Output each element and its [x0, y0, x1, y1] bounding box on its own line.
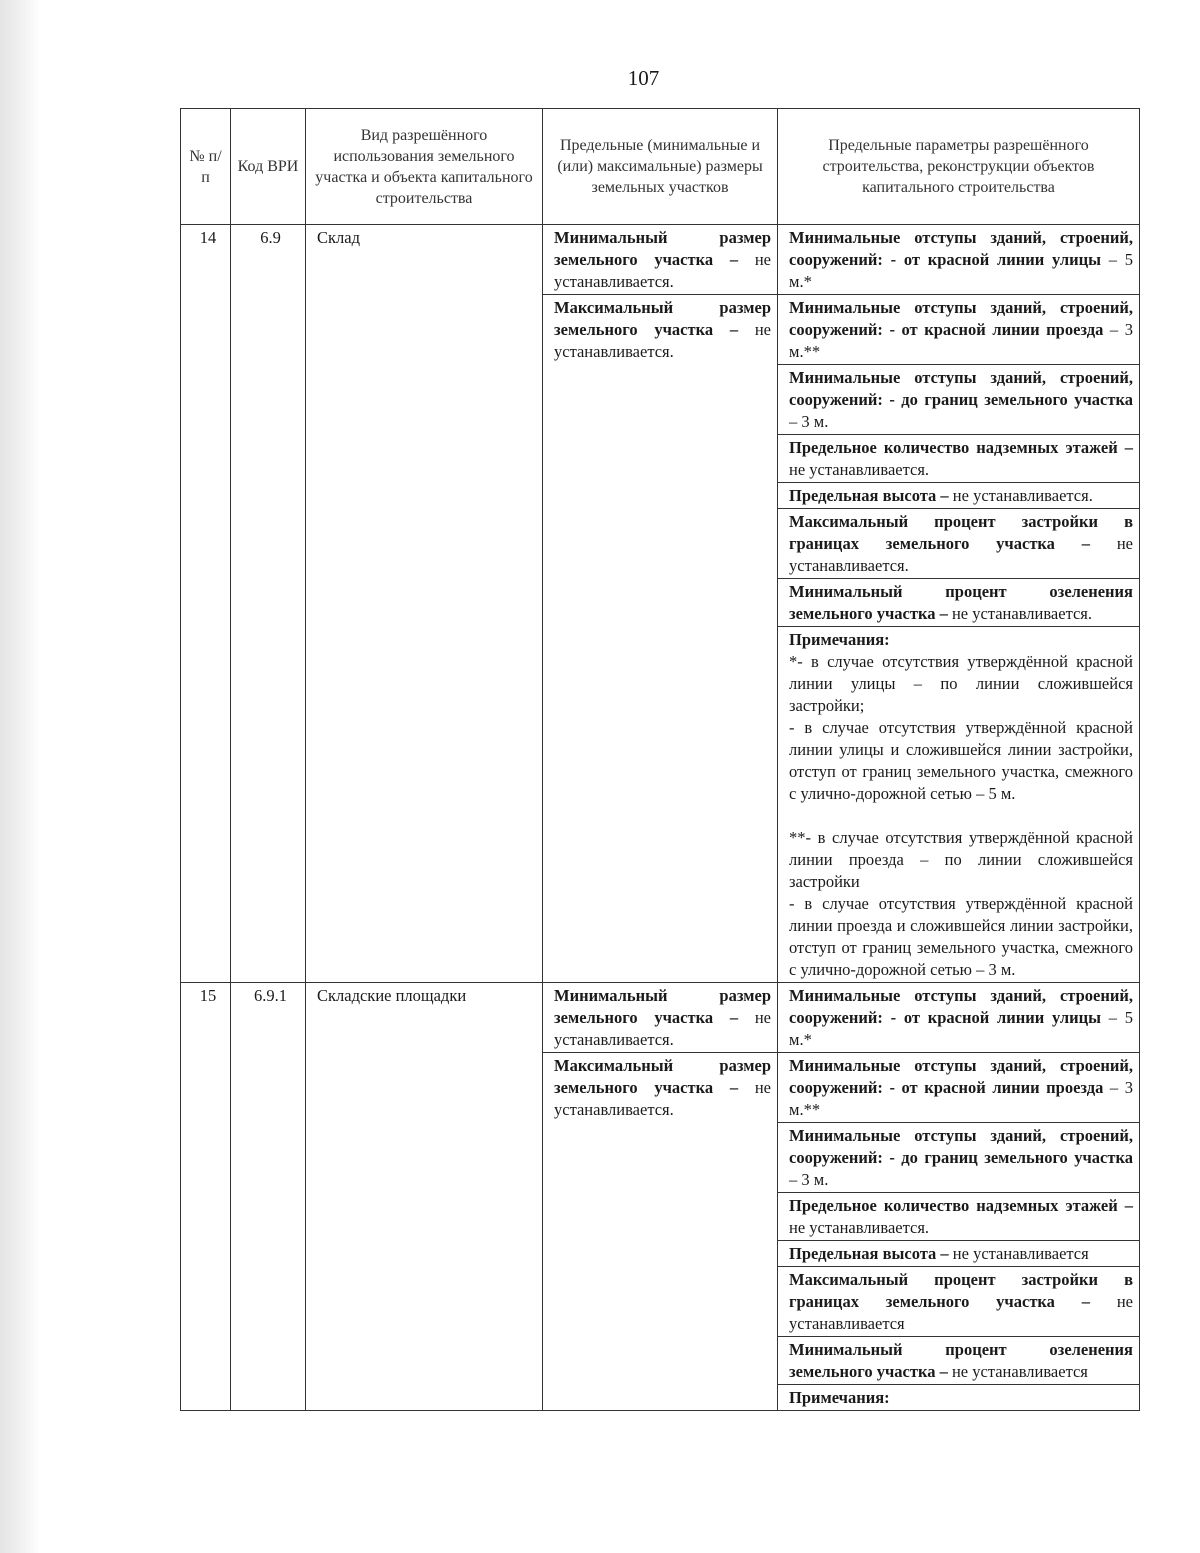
header-land: Предельные (минимальные и (или) максимальные) размеры земельных участков: [543, 109, 778, 225]
regulations-table: [180, 108, 1140, 1411]
table-row: [181, 225, 1140, 295]
param-cell: [778, 365, 1140, 435]
param-cell: [778, 1053, 1140, 1123]
param-cell: [778, 1267, 1140, 1337]
note-item: - в случае отсутствия утверждённой красной линии улицы и сложившейся линии застройки, отступ от границ земельного участка, смежного с улично-дорожной сетью – 5 м.: [789, 718, 1133, 803]
param-cell: [778, 1241, 1140, 1267]
row-number: 14: [181, 225, 231, 983]
land-max-label: Максимальный размер земельного участка –: [554, 298, 771, 339]
param-value: не устанавливается.: [789, 460, 930, 479]
header-use: Вид разрешённого использования земельного участка и объекта капитального строительства: [306, 109, 543, 225]
table-row: [181, 983, 1140, 1053]
param-cell: [778, 295, 1140, 365]
param-value: не устанавливается.: [948, 486, 1093, 505]
land-min-label: Минимальный размер земельного участка –: [554, 986, 771, 1027]
param-label: Предельное количество надземных этажей –: [789, 1196, 1133, 1215]
param-value: – 3 м.**: [789, 320, 1133, 361]
row-use: Склад: [306, 225, 543, 983]
land-min-label: Минимальный размер земельного участка –: [554, 228, 771, 269]
param-label: Максимальный процент застройки в границах земельного участка –: [789, 512, 1133, 553]
param-label: Минимальные отступы зданий, строений, сооружений: - от красной линии улицы: [789, 986, 1133, 1027]
scan-edge-shadow: [0, 0, 40, 1553]
row-code: 6.9: [231, 225, 306, 983]
param-value: – 3 м.**: [789, 1078, 1133, 1119]
param-value: не устанавливается: [947, 1362, 1088, 1381]
land-max-label: Максимальный размер земельного участка –: [554, 1056, 771, 1097]
param-cell: [778, 1337, 1140, 1385]
land-max-cell: [543, 1053, 778, 1411]
header-code: Код ВРИ: [231, 109, 306, 225]
param-label: Минимальные отступы зданий, строений, сооружений: - от красной линии проезда: [789, 1056, 1133, 1097]
param-value: не устанавливается.: [947, 604, 1093, 623]
land-min-value: не устанавливается.: [554, 250, 771, 291]
row-number: 15: [181, 983, 231, 1411]
page-number: 107: [627, 66, 660, 90]
param-cell: [778, 225, 1140, 295]
param-value: не устанавливается.: [789, 534, 1133, 575]
param-label: Максимальный процент застройки в границах земельного участка –: [789, 1270, 1133, 1311]
param-label: Минимальные отступы зданий, строений, сооружений: - до границ земельного участка: [789, 1126, 1133, 1167]
land-max-cell: [543, 295, 778, 983]
param-label: Предельная высота –: [789, 1244, 949, 1263]
notes-cell: [778, 1385, 1140, 1411]
notes-title: Примечания:: [789, 1388, 890, 1407]
param-label: Минимальные отступы зданий, строений, сооружений: - от красной линии улицы: [789, 228, 1133, 269]
note-item: *- в случае отсутствия утверждённой красной линии улицы – по линии сложившейся застройки;: [789, 652, 1133, 715]
note-item: **- в случае отсутствия утверждённой красной линии проезда – по линии сложившейся застройки: [789, 828, 1133, 891]
param-cell: [778, 509, 1140, 579]
param-value: – 3 м.: [789, 1170, 829, 1189]
param-cell: [778, 483, 1140, 509]
param-value: не устанавливается.: [789, 1218, 930, 1237]
param-cell: [778, 1193, 1140, 1241]
param-label: Минимальный процент озеленения земельного участка –: [789, 582, 1133, 623]
param-cell: [778, 1123, 1140, 1193]
param-cell: [778, 435, 1140, 483]
param-label: Минимальные отступы зданий, строений, сооружений: - до границ земельного участка: [789, 368, 1133, 409]
param-value: – 3 м.: [789, 412, 829, 431]
header-params: Предельные параметры разрешённого строительства, реконструкции объектов капитального строительства: [778, 109, 1140, 225]
land-max-value: не устанавливается.: [554, 1078, 771, 1119]
param-label: Предельная высота –: [789, 486, 949, 505]
param-cell: [778, 983, 1140, 1053]
param-value: – 5 м.*: [789, 250, 1133, 291]
notes-cell: [778, 627, 1140, 983]
row-code: 6.9.1: [231, 983, 306, 1411]
param-value: не устанавливается: [948, 1244, 1089, 1263]
notes-title: Примечания:: [789, 630, 890, 649]
param-label: Предельное количество надземных этажей –: [789, 438, 1133, 457]
param-value: – 5 м.*: [789, 1008, 1133, 1049]
row-use: Складские площадки: [306, 983, 543, 1411]
note-spacer: [789, 805, 1133, 827]
param-cell: [778, 579, 1140, 627]
land-min-cell: [543, 983, 778, 1053]
land-max-value: не устанавливается.: [554, 320, 771, 361]
land-min-cell: [543, 225, 778, 295]
note-item: - в случае отсутствия утверждённой красной линии проезда и сложившейся линии застройки, отступ от границ земельного участка, смежного с улично-дорожной сетью – 3 м.: [789, 894, 1133, 979]
table-header-row: [181, 109, 1140, 225]
param-label: Минимальные отступы зданий, строений, сооружений: - от красной линии проезда: [789, 298, 1133, 339]
header-num: № п/п: [181, 109, 231, 225]
param-value: не устанавливается: [789, 1292, 1133, 1333]
param-label: Минимальный процент озеленения земельного участка –: [789, 1340, 1133, 1381]
land-min-value: не устанавливается.: [554, 1008, 771, 1049]
